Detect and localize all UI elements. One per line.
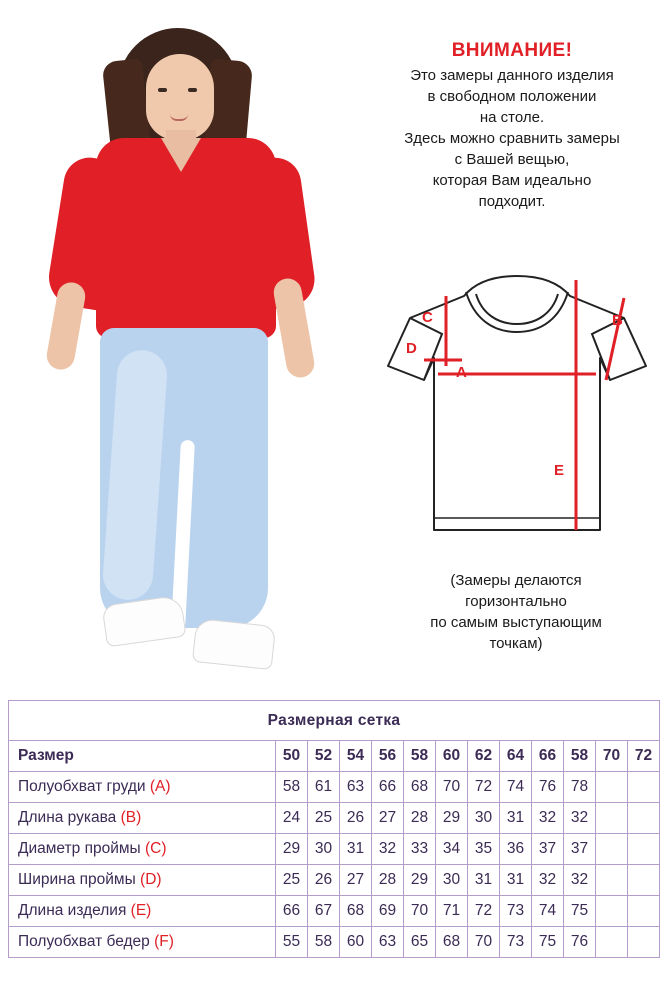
measure-value: 25 — [308, 803, 340, 834]
measure-label — [9, 896, 276, 927]
measure-value: 58 — [276, 772, 308, 803]
measure-letter: (B) — [120, 809, 142, 826]
measure-value: 55 — [276, 927, 308, 958]
measure-name: Длина изделия — [18, 902, 127, 919]
measure-letter: (E) — [130, 902, 152, 919]
measure-value: 68 — [404, 772, 436, 803]
size-table — [8, 700, 660, 958]
measure-value: 29 — [276, 834, 308, 865]
measure-name: Диаметр проймы — [18, 840, 141, 857]
measure-value: 37 — [532, 834, 564, 865]
diagram-label-d: D — [406, 340, 417, 357]
measure-value: 31 — [500, 803, 532, 834]
measure-value: 26 — [308, 865, 340, 896]
measure-value: 36 — [500, 834, 532, 865]
size-header-cell: 72 — [628, 741, 660, 772]
measure-value: 66 — [372, 772, 404, 803]
measure-value: 31 — [340, 834, 372, 865]
table-row — [9, 772, 660, 803]
model-arm-left — [45, 280, 88, 372]
size-row-label: Размер — [9, 741, 276, 772]
measure-label — [9, 772, 276, 803]
size-header-cell: 64 — [500, 741, 532, 772]
measure-value: 37 — [564, 834, 596, 865]
measure-value: 73 — [500, 896, 532, 927]
measure-value — [628, 896, 660, 927]
measure-value — [596, 927, 628, 958]
measure-value: 60 — [340, 927, 372, 958]
measure-value: 32 — [564, 803, 596, 834]
measure-value: 70 — [436, 772, 468, 803]
measure-value: 72 — [468, 772, 500, 803]
measure-value: 65 — [404, 927, 436, 958]
table-title-row — [9, 701, 660, 741]
measure-value — [596, 772, 628, 803]
measure-value: 72 — [468, 896, 500, 927]
measure-value: 66 — [276, 896, 308, 927]
size-header-cell: 58 — [404, 741, 436, 772]
note-line-3: по самым выступающим — [430, 614, 602, 631]
measure-value — [628, 772, 660, 803]
measure-name: Длина рукава — [18, 809, 117, 826]
tshirt-outline-svg — [378, 262, 656, 562]
measure-value: 75 — [532, 927, 564, 958]
model-eye-right — [188, 88, 197, 92]
measure-value: 29 — [404, 865, 436, 896]
measure-value: 24 — [276, 803, 308, 834]
note-line-4: точкам) — [489, 635, 543, 652]
measure-value: 58 — [308, 927, 340, 958]
table-row — [9, 834, 660, 865]
measure-value: 74 — [532, 896, 564, 927]
measure-value — [628, 927, 660, 958]
size-header-cell: 70 — [596, 741, 628, 772]
measure-value: 35 — [468, 834, 500, 865]
measure-value: 70 — [404, 896, 436, 927]
measure-value — [628, 834, 660, 865]
notice-line-3: на столе. — [479, 109, 545, 126]
measure-value: 30 — [308, 834, 340, 865]
measure-value: 61 — [308, 772, 340, 803]
table-row — [9, 927, 660, 958]
measure-value: 30 — [436, 865, 468, 896]
note-line-2: горизонтально — [465, 593, 567, 610]
notice-line-1: Это замеры данного изделия — [410, 67, 614, 84]
table-row — [9, 803, 660, 834]
diagram-label-c: C — [422, 309, 433, 326]
measure-value: 34 — [436, 834, 468, 865]
measure-value: 71 — [436, 896, 468, 927]
size-header-cell: 58 — [564, 741, 596, 772]
model-red-tshirt — [96, 138, 276, 338]
measure-value: 30 — [468, 803, 500, 834]
measure-value: 68 — [340, 896, 372, 927]
measure-value: 69 — [372, 896, 404, 927]
size-header-cell: 54 — [340, 741, 372, 772]
diagram-label-b: B — [612, 312, 623, 329]
notice-title: ВНИМАНИЕ! — [451, 40, 573, 61]
measure-value: 78 — [564, 772, 596, 803]
measure-value: 33 — [404, 834, 436, 865]
measure-value: 28 — [404, 803, 436, 834]
measurement-note — [380, 570, 652, 654]
model-eye-left — [158, 88, 167, 92]
measure-value: 31 — [468, 865, 500, 896]
measure-value: 29 — [436, 803, 468, 834]
table-header-row — [9, 741, 660, 772]
measure-letter: (F) — [154, 933, 174, 950]
measure-value: 26 — [340, 803, 372, 834]
size-header-cell: 52 — [308, 741, 340, 772]
measure-value — [596, 896, 628, 927]
measure-letter: (D) — [140, 871, 162, 888]
diagram-label-e: E — [554, 462, 565, 479]
measure-value: 32 — [532, 803, 564, 834]
notice-line-6: которая Вам идеально — [432, 172, 592, 189]
table-row — [9, 896, 660, 927]
model-shoe-right — [192, 618, 276, 670]
measure-value: 32 — [564, 865, 596, 896]
size-header-cell: 56 — [372, 741, 404, 772]
measure-label — [9, 865, 276, 896]
measure-value: 32 — [372, 834, 404, 865]
model-face — [146, 54, 214, 140]
measure-value: 76 — [532, 772, 564, 803]
measure-value: 68 — [436, 927, 468, 958]
table-row — [9, 865, 660, 896]
measure-value — [596, 834, 628, 865]
size-header-cell: 60 — [436, 741, 468, 772]
measure-label — [9, 927, 276, 958]
measure-name: Полуобхват бедер — [18, 933, 150, 950]
measure-value: 75 — [564, 896, 596, 927]
measure-value — [628, 803, 660, 834]
measure-name: Ширина проймы — [18, 871, 136, 888]
measure-value: 28 — [372, 865, 404, 896]
measure-value: 70 — [468, 927, 500, 958]
measure-value: 32 — [532, 865, 564, 896]
note-line-1: (Замеры делаются — [450, 572, 582, 589]
measure-value: 63 — [372, 927, 404, 958]
size-header-cell: 66 — [532, 741, 564, 772]
measure-value: 74 — [500, 772, 532, 803]
measure-letter: (C) — [144, 840, 167, 857]
measure-label — [9, 834, 276, 865]
model-photo — [18, 10, 358, 690]
diagram-label-a: A — [456, 364, 467, 381]
measure-value: 27 — [340, 865, 372, 896]
size-header-cell: 50 — [276, 741, 308, 772]
measure-letter: (A) — [149, 778, 171, 795]
measure-value — [596, 803, 628, 834]
measure-value: 63 — [340, 772, 372, 803]
measure-value: 31 — [500, 865, 532, 896]
notice-line-2: в свободном положении — [427, 88, 597, 105]
measure-value — [628, 865, 660, 896]
measure-name: Полуобхват груди — [18, 778, 146, 795]
attention-notice — [372, 40, 652, 212]
notice-line-4: Здесь можно сравнить замеры — [404, 130, 620, 147]
notice-line-7: подходит. — [478, 193, 546, 210]
measure-value: 67 — [308, 896, 340, 927]
size-table-wrap — [8, 700, 659, 958]
measure-value: 25 — [276, 865, 308, 896]
measure-value: 73 — [500, 927, 532, 958]
measure-value: 27 — [372, 803, 404, 834]
table-title: Размерная сетка — [9, 701, 660, 741]
notice-line-5: с Вашей вещью, — [454, 151, 570, 168]
measure-label — [9, 803, 276, 834]
measure-value — [596, 865, 628, 896]
size-header-cell: 62 — [468, 741, 500, 772]
measure-value: 76 — [564, 927, 596, 958]
tshirt-diagram — [378, 262, 656, 562]
